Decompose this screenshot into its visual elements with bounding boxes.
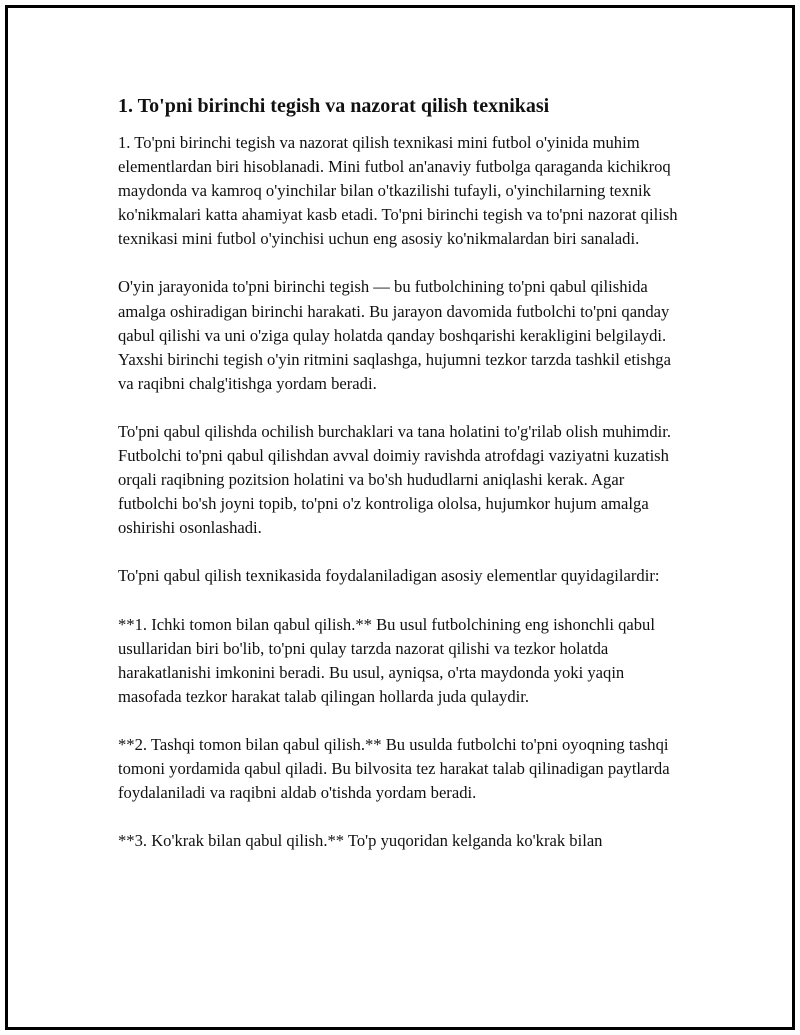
paragraph-chest: **3. Ko'krak bilan qabul qilish.** To'p yuqoridan kelganda ko'krak bilan: [118, 831, 603, 851]
paragraph-intro: 1. To'pni birinchi tegish va nazorat qilish texnikasi mini futbol o'yinida muhim elementlardan biri hisoblanadi. Mini futbol an'anaviy futbolga qaraganda kichikroq maydonda va kamroq o'yinchilar bilan o'tkazilishi tufayli, o'yinchilarning texnik ko'nikmalari katta ahamiyat kasb etadi. To'pni birinchi tegish va to'pni nazorat qilish texnikasi mini futbol o'yinchisi uchun eng asosiy ko'nikmalardan biri sanaladi.: [118, 133, 678, 249]
paragraph-body-position: To'pni qabul qilishda ochilish burchaklari va tana holatini to'g'rilab olish muhimdir. Futbolchi to'pni qabul qilishdan avval doimiy ravishda atrofdagi vaziyatni kuzatish orqali raqibning pozitsion holatini va bo'sh hududlarni aniqlashi kerak. Agar futbolchi bo'sh joyni topib, to'pni o'z kontroliga ololsa, hujumkor hujum amalga oshirishi osonlashadi.: [118, 421, 672, 538]
paragraph-elements-intro: To'pni qabul qilish texnikasida foydalaniladigan asosiy elementlar quyidagilardir:: [118, 566, 660, 586]
paragraph-inside-foot: **1. Ichki tomon bilan qabul qilish.** Bu usul futbolchining eng ishonchli qabul usullaridan biri bo'lib, to'pni qulay tarzda nazorat qilishi va tezkor holatda harakatlanishi imkonini beradi. Bu usul, ayniqsa, o'rta maydonda yoki yaqin masofada tezkor harakat talab qilingan hollarda juda qulaydir.: [118, 614, 655, 706]
paragraph-outside-foot: **2. Tashqi tomon bilan qabul qilish.** Bu usulda futbolchi to'pni oyoqning tashqi tomoni yordamida qabul qiladi. Bu bilvosita tez harakat talab qilinadigan paytlarda foydalaniladi va raqibni aldab o'tishda yordam beradi.: [118, 734, 670, 803]
paragraph-first-touch: O'yin jarayonida to'pni birinchi tegish — bu futbolchining to'pni qabul qilishida amalga oshiradigan birinchi harakati. Bu jarayon davomida futbolchi to'pni qanday qabul qilishi va uni o'ziga qulay holatda qanday boshqarishi kerakligini belgilaydi. Yaxshi birinchi tegish o'yin ritmini saqlashga, hujumni tezkor tarzda tashkil etishga va raqibni chalg'itishga yordam beradi.: [118, 277, 671, 393]
section-title: 1. To'pni birinchi tegish va nazorat qilish texnikasi: [118, 95, 550, 117]
document-body: [118, 92, 688, 877]
